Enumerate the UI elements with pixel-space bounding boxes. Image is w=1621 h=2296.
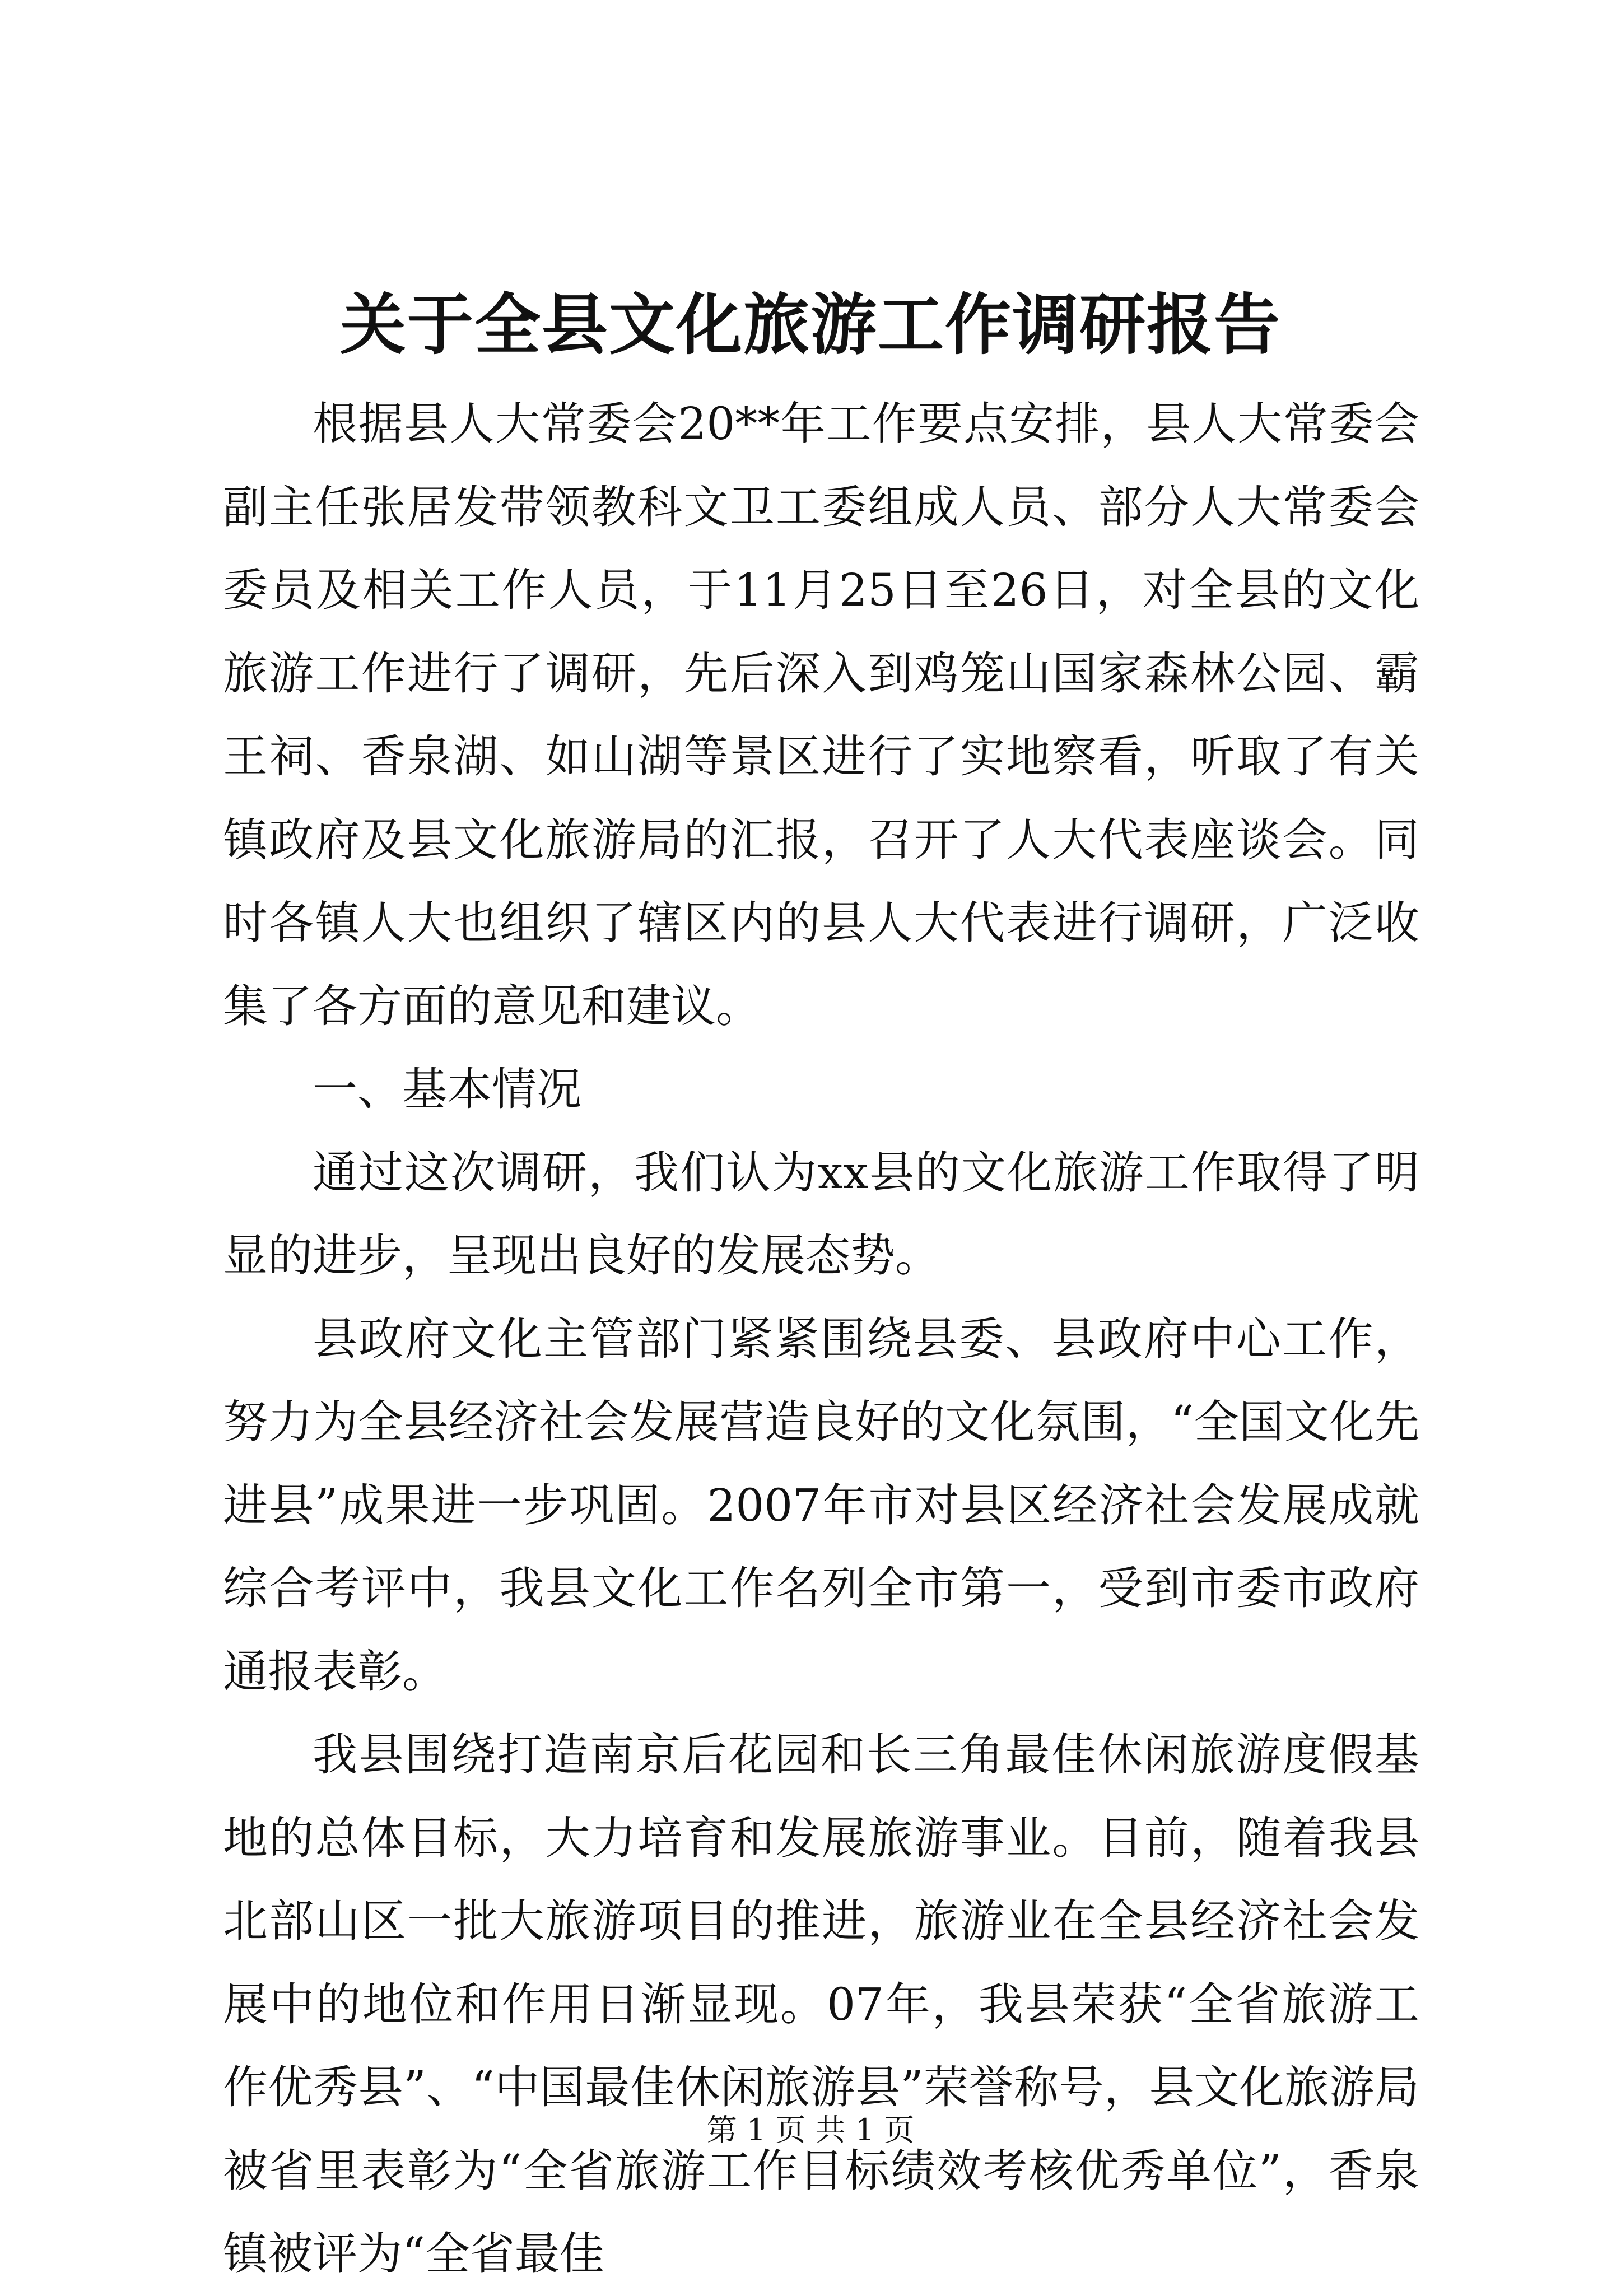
- document-title: 关于全县文化旅游工作调研报告: [339, 286, 1281, 364]
- page-footer: 第 1 页 共 1 页: [706, 2112, 915, 2148]
- paragraph-overview: 通过这次调研，我们认为xx县的文化旅游工作取得了明显的进步，呈现出良好的发展态势。: [223, 1146, 1419, 1282]
- document-body: [223, 383, 1419, 2296]
- paragraph-culture: 县政府文化主管部门紧紧围绕县委、县政府中心工作，努力为全县经济社会发展营造良好的文化氛围，“全国文化先进县”成果进一步巩固。2007年市对县区经济社会发展成就综合考评中，我县文化工作名列全市第一，受到市委市政府通报表彰。: [223, 1312, 1419, 1698]
- paragraph-intro: 根据县人大常委会20**年工作要点安排，县人大常委会副主任张居发带领教科文卫工委组成人员、部分人大常委会委员及相关工作人员，于11月25日至26日，对全县的文化旅游工作进行了调研，先后深入到鸡笼山国家森林公园、霸王祠、香泉湖、如山湖等景区进行了实地察看，听取了有关镇政府及县文化旅游局的汇报，召开了人大代表座谈会。同时各镇人大也组织了辖区内的县人大代表进行调研，广泛收集了各方面的意见和建议。: [223, 398, 1419, 1032]
- section-heading-basic-situation: 一、基本情况: [313, 1063, 581, 1115]
- paragraph-tourism: 我县围绕打造南京后花园和长三角最佳休闲旅游度假基地的总体目标，大力培育和发展旅游事业。目前，随着我县北部山区一批大旅游项目的推进，旅游业在全县经济社会发展中的地位和作用日渐显现。07年，我县荣获“全省旅游工作优秀县”、“中国最佳休闲旅游县”荣誉称号，县文化旅游局被省里表彰为“全省旅游工作目标绩效考核优秀单位”，香泉镇被评为“全省最佳: [223, 1729, 1419, 2280]
